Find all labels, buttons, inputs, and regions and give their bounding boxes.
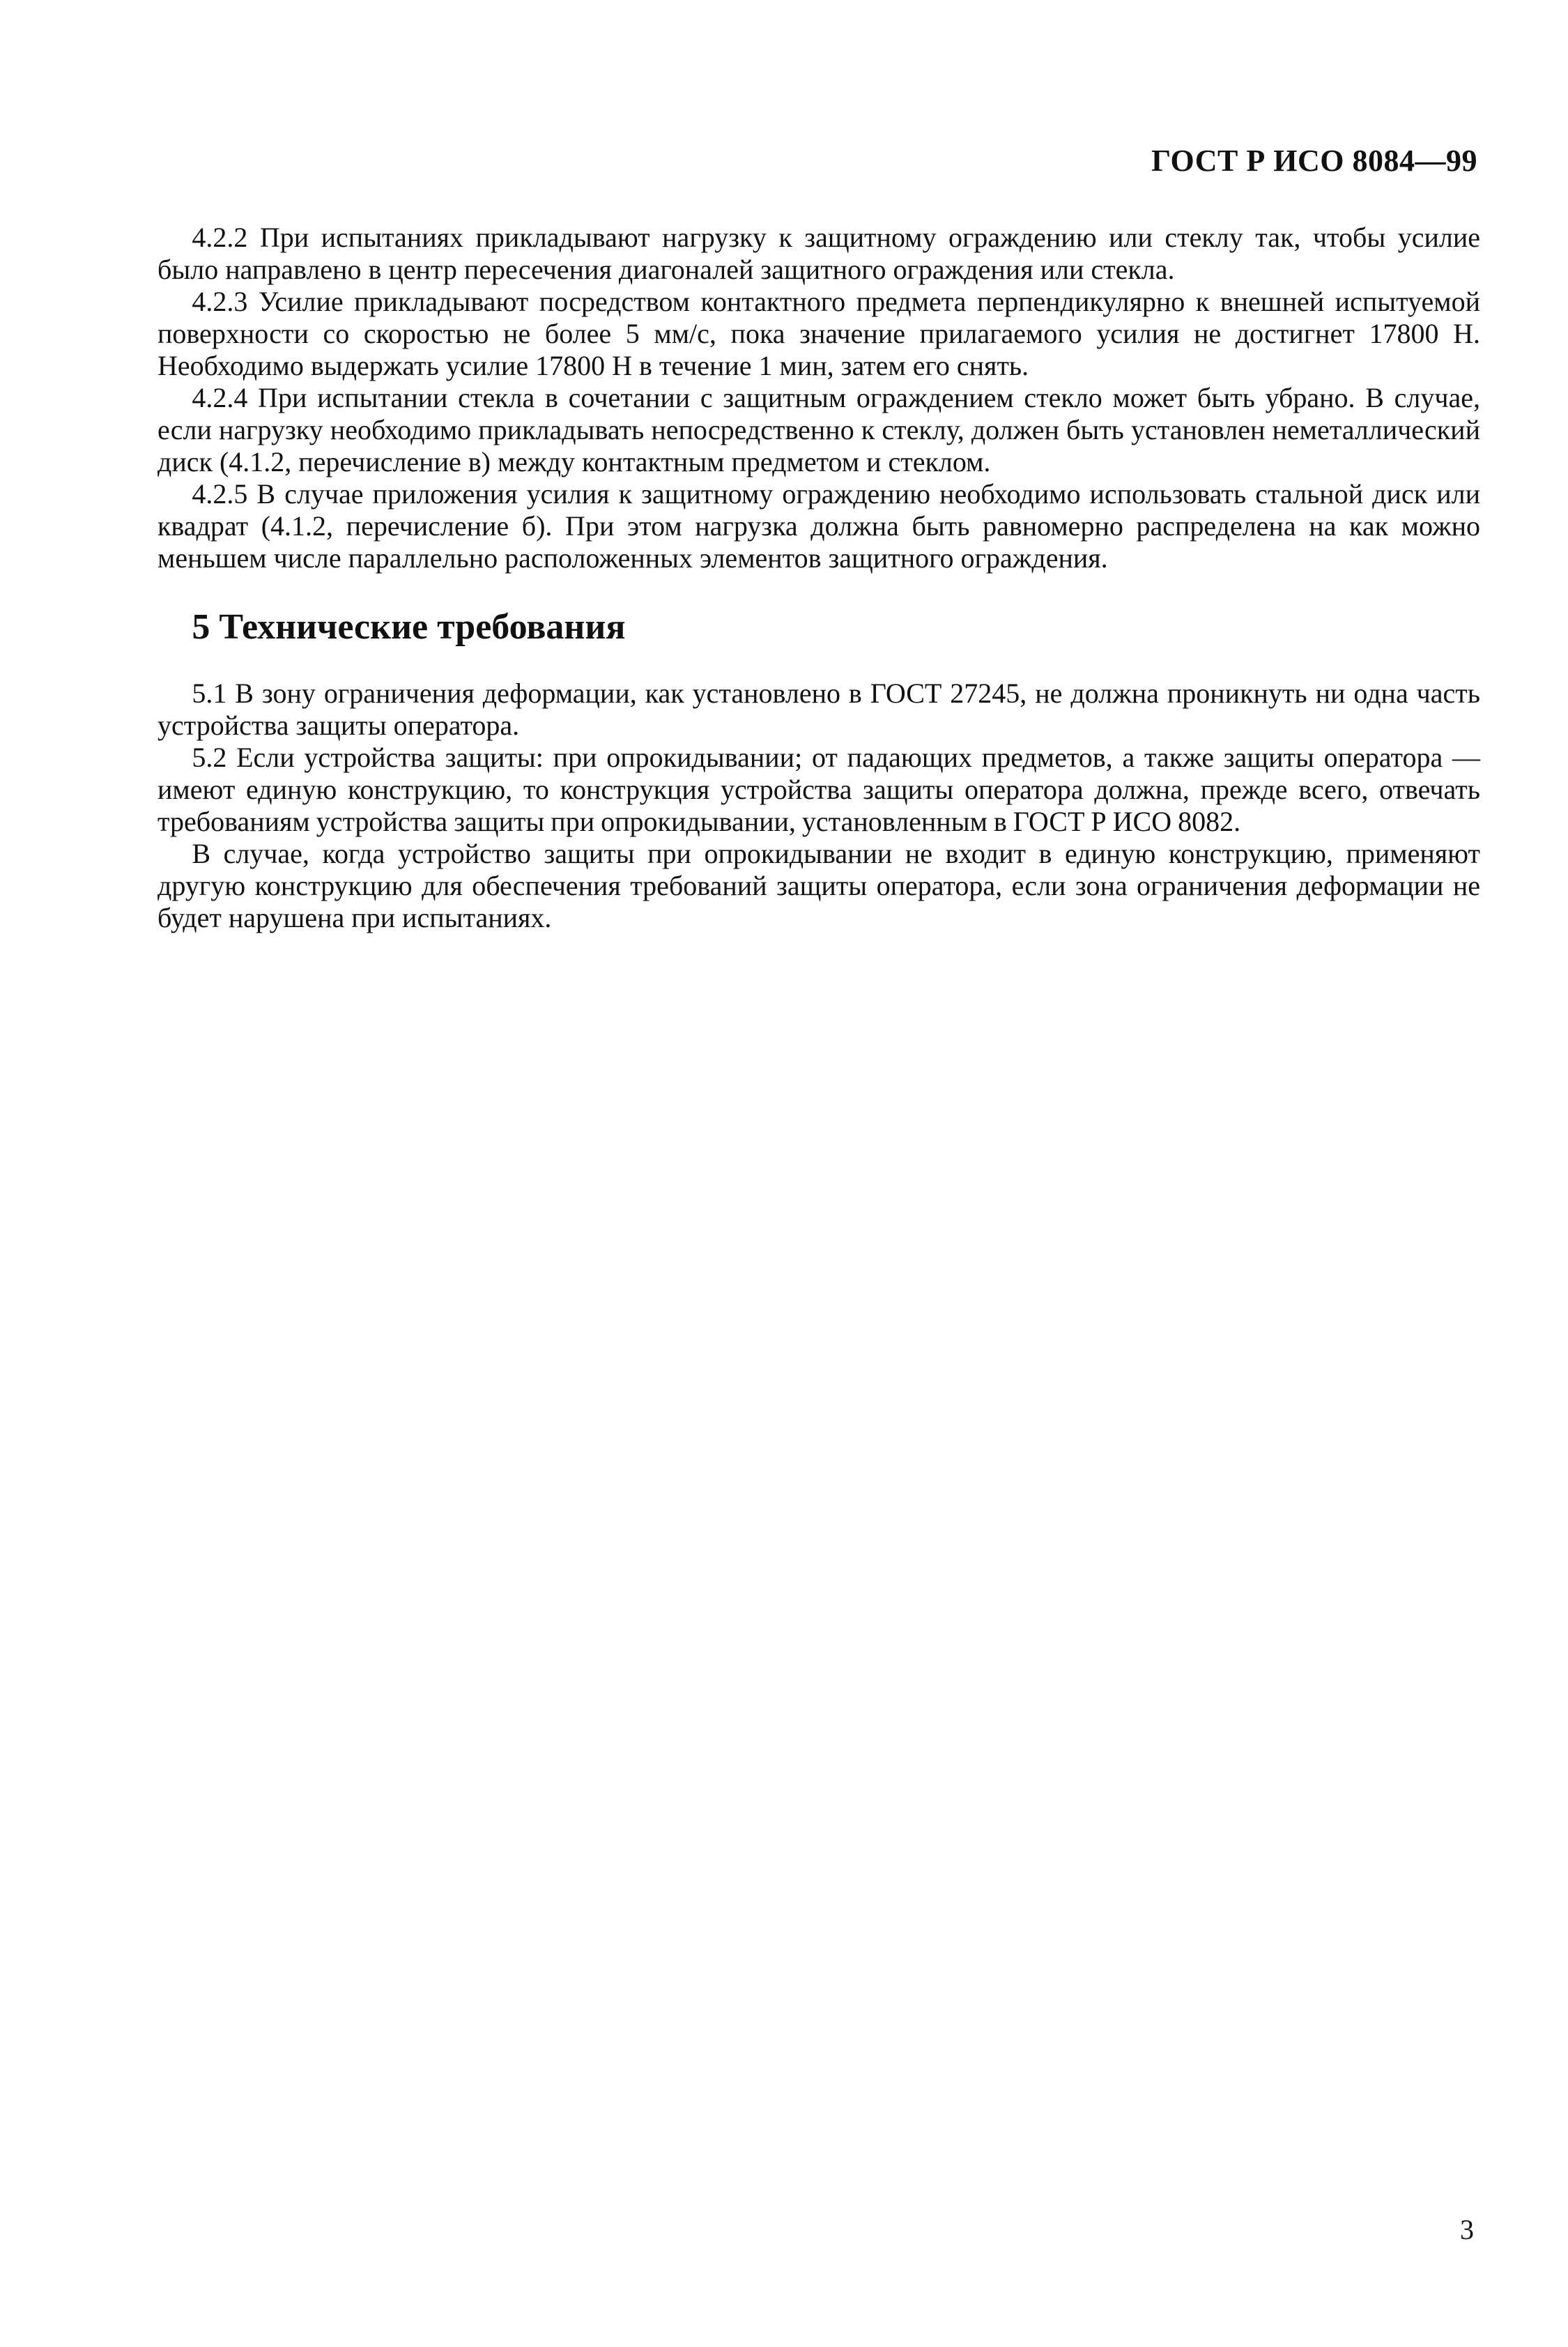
paragraph-5-1: 5.1 В зону ограничения деформации, как установлено в ГОСТ 27245, не должна проникнуть ни одна часть устройства защиты оператора.	[157, 678, 1480, 741]
document-code-header: ГОСТ Р ИСО 8084—99	[1151, 144, 1477, 178]
paragraph-5-2-continuation: В случае, когда устройство защиты при опрокидывании не входит в единую конструкцию, применяют другую конструкцию для обеспечения требований защиты оператора, если зона ограничения деформации не будет нарушена при испытаниях.	[157, 838, 1480, 933]
paragraph-5-2: 5.2 Если устройства защиты: при опрокидывании; от падающих предметов, а также защиты оператора — имеют единую конструкцию, то конструкция устройства защиты оператора должна, прежде всего, отвечать требованиям устройства защиты при опрокидывании, установленным в ГОСТ Р ИСО 8082.	[157, 742, 1480, 837]
paragraph-4-2-5: 4.2.5 В случае приложения усилия к защитному ограждению необходимо использовать стальной диск или квадрат (4.1.2, перечисление б). При этом нагрузка должна быть равномерно распределена на как можно меньшем числе параллельно расположенных элементов защитного ограждения.	[157, 478, 1480, 574]
paragraph-4-2-4: 4.2.4 При испытании стекла в сочетании с защитным ограждением стекло может быть убрано. В случае, если нагрузку необходимо прикладывать непосредственно к стеклу, должен быть установлен неметаллический диск (4.1.2, перечисление в) между контактным предметом и стеклом.	[157, 382, 1480, 477]
paragraph-4-2-3: 4.2.3 Усилие прикладывают посредством контактного предмета перпендикулярно к внешней испытуемой поверхности со скоростью не более 5 мм/с, пока значение прилагаемого усилия не достигнет 17800 Н. Необходимо выдержать усилие 17800 Н в течение 1 мин, затем его снять.	[157, 286, 1480, 381]
page-number: 3	[1460, 2214, 1474, 2245]
document-body	[157, 222, 1480, 934]
section-5-heading: 5 Технические требования	[192, 607, 626, 647]
paragraph-4-2-2: 4.2.2 При испытаниях прикладывают нагрузку к защитному ограждению или стеклу так, чтобы усилие было направлено в центр пересечения диагоналей защитного ограждения или стекла.	[157, 222, 1480, 285]
